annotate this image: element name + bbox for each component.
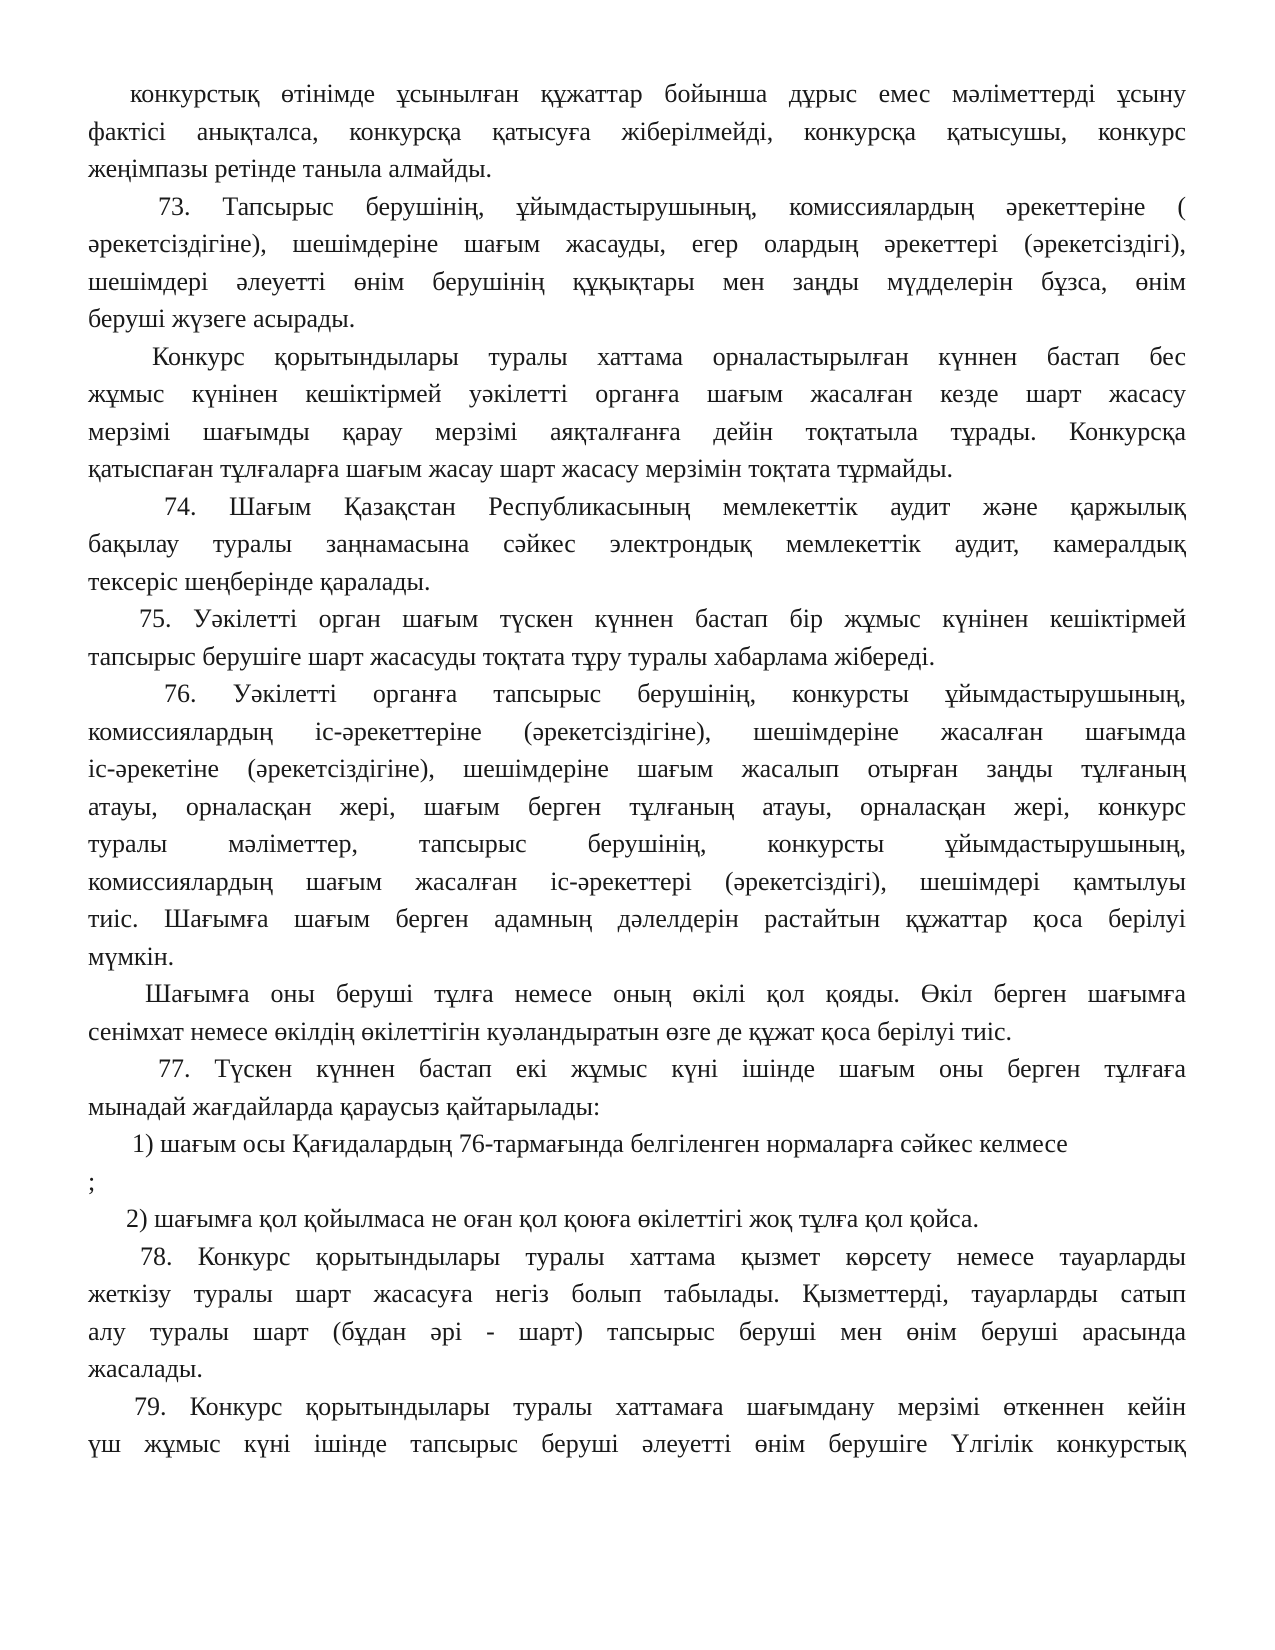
text-line: атауы, орналасқан жері, шағым берген тұлғаның атауы, орналасқан жері, конкурс [88, 791, 1186, 821]
text-line: шешімдері әлеуетті өнім берушінің құқықтары мен заңды мүдделерін бұзса, өнім [88, 266, 1186, 296]
text-line: 75. Уәкілетті орган шағым түскен күннен бастап бір жұмыс күнінен кешіктірмей [139, 604, 1186, 633]
text-line: жеңімпазы ретінде таныла алмайды. [88, 154, 493, 183]
text-line: 77. Түскен күннен бастап екі жұмыс күні ішінде шағым оны берген тұлғаға [158, 1054, 1186, 1083]
text-line: комиссиялардың шағым жасалған іс-әрекеттері (әрекетсіздігі), шешімдері қамтылуы [88, 866, 1186, 896]
text-line: тиіс. Шағымға шағым берген адамның дәлелдерін растайтын құжаттар қоса берілуі [88, 904, 1186, 933]
text-line: тексеріс шеңберінде қаралады. [88, 566, 431, 596]
text-line: 78. Конкурс қорытындылары туралы хаттама қызмет көрсету немесе тауарларды [140, 1241, 1186, 1271]
text-line: 2) шағымға қол қойылмаса не оған қол қоюға өкілеттігі жоқ тұлға қол қойса. [126, 1204, 979, 1233]
text-line: тапсырыс берушіге шарт жасасуды тоқтата тұру туралы хабарлама жібереді. [88, 641, 936, 671]
text-line: 73. Тапсырыс берушінің, ұйымдастырушының, комиссиялардың әрекеттеріне ( [158, 191, 1186, 221]
text-line: 74. Шағым Қазақстан Республикасының мемлекеттік аудит және қаржылық [164, 491, 1186, 521]
text-line: Шағымға оны беруші тұлға немесе оның өкілі қол қояды. Өкіл берген шағымға [145, 979, 1186, 1008]
text-line: беруші жүзеге асырады. [88, 304, 356, 333]
text-line: жеткізу туралы шарт жасасуға негіз болып табылады. Қызметтерді, тауарларды сатып [88, 1279, 1186, 1308]
text-line: конкурстық өтінімде ұсынылған құжаттар бойынша дұрыс емес мәліметтерді ұсыну [130, 79, 1186, 108]
text-line: бақылау туралы заңнамасына сәйкес электрондық мемлекеттік аудит, камералдық [88, 529, 1186, 558]
text-line: Конкурс қорытындылары туралы хаттама орналастырылған күннен бастап бес [152, 341, 1186, 371]
text-line: ; [88, 1166, 96, 1196]
text-line: мынадай жағдайларда қараусыз қайтарылады: [88, 1091, 601, 1121]
text-line: 76. Уәкілетті органға тапсырыс берушінің, конкурсты ұйымдастырушының, [164, 679, 1186, 708]
text-line: мүмкін. [88, 941, 175, 971]
text-line: сенімхат немесе өкілдің өкілеттігін куәландыратын өзге де құжат қоса берілуі тиіс. [88, 1016, 1013, 1046]
text-line: үш жұмыс күні ішінде тапсырыс беруші әлеуетті өнім берушіге Үлгілік конкурстық [88, 1429, 1186, 1458]
text-line: іс-әрекетіне (әрекетсіздігіне), шешімдеріне шағым жасалып отырған заңды тұлғаның [88, 754, 1186, 783]
text-line: 79. Конкурс қорытындылары туралы хаттамаға шағымдану мерзімі өткеннен кейін [134, 1391, 1186, 1421]
text-line: мерзімі шағымды қарау мерзімі аяқталғанға дейін тоқтатыла тұрады. Конкурсқа [88, 416, 1186, 446]
text-line: туралы мәліметтер, тапсырыс берушінің, конкурсты ұйымдастырушының, [88, 829, 1186, 858]
text-line: алу туралы шарт (бұдан әрі - шарт) тапсырыс беруші мен өнім беруші арасында [88, 1316, 1186, 1346]
text-line: 1) шағым осы Қағидалардың 76-тармағында белгіленген нормаларға сәйкес келмесе [132, 1129, 1068, 1158]
document-page [88, 75, 1186, 1463]
text-line: жұмыс күнінен кешіктірмей уәкілетті органға шағым жасалған кезде шарт жасасу [88, 379, 1186, 408]
text-line: әрекетсіздігіне), шешімдеріне шағым жасауды, егер олардың әрекеттері (әрекетсіздігі), [88, 229, 1186, 258]
text-line: фактісі анықталса, конкурсқа қатысуға жіберілмейді, конкурсқа қатысушы, конкурс [88, 116, 1186, 146]
text-line: қатыспаған тұлғаларға шағым жасау шарт жасасу мерзімін тоқтата тұрмайды. [88, 454, 954, 483]
text-line: комиссиялардың іс-әрекеттеріне (әрекетсіздігіне), шешімдеріне жасалған шағымда [88, 716, 1186, 746]
text-line: жасалады. [88, 1354, 203, 1383]
